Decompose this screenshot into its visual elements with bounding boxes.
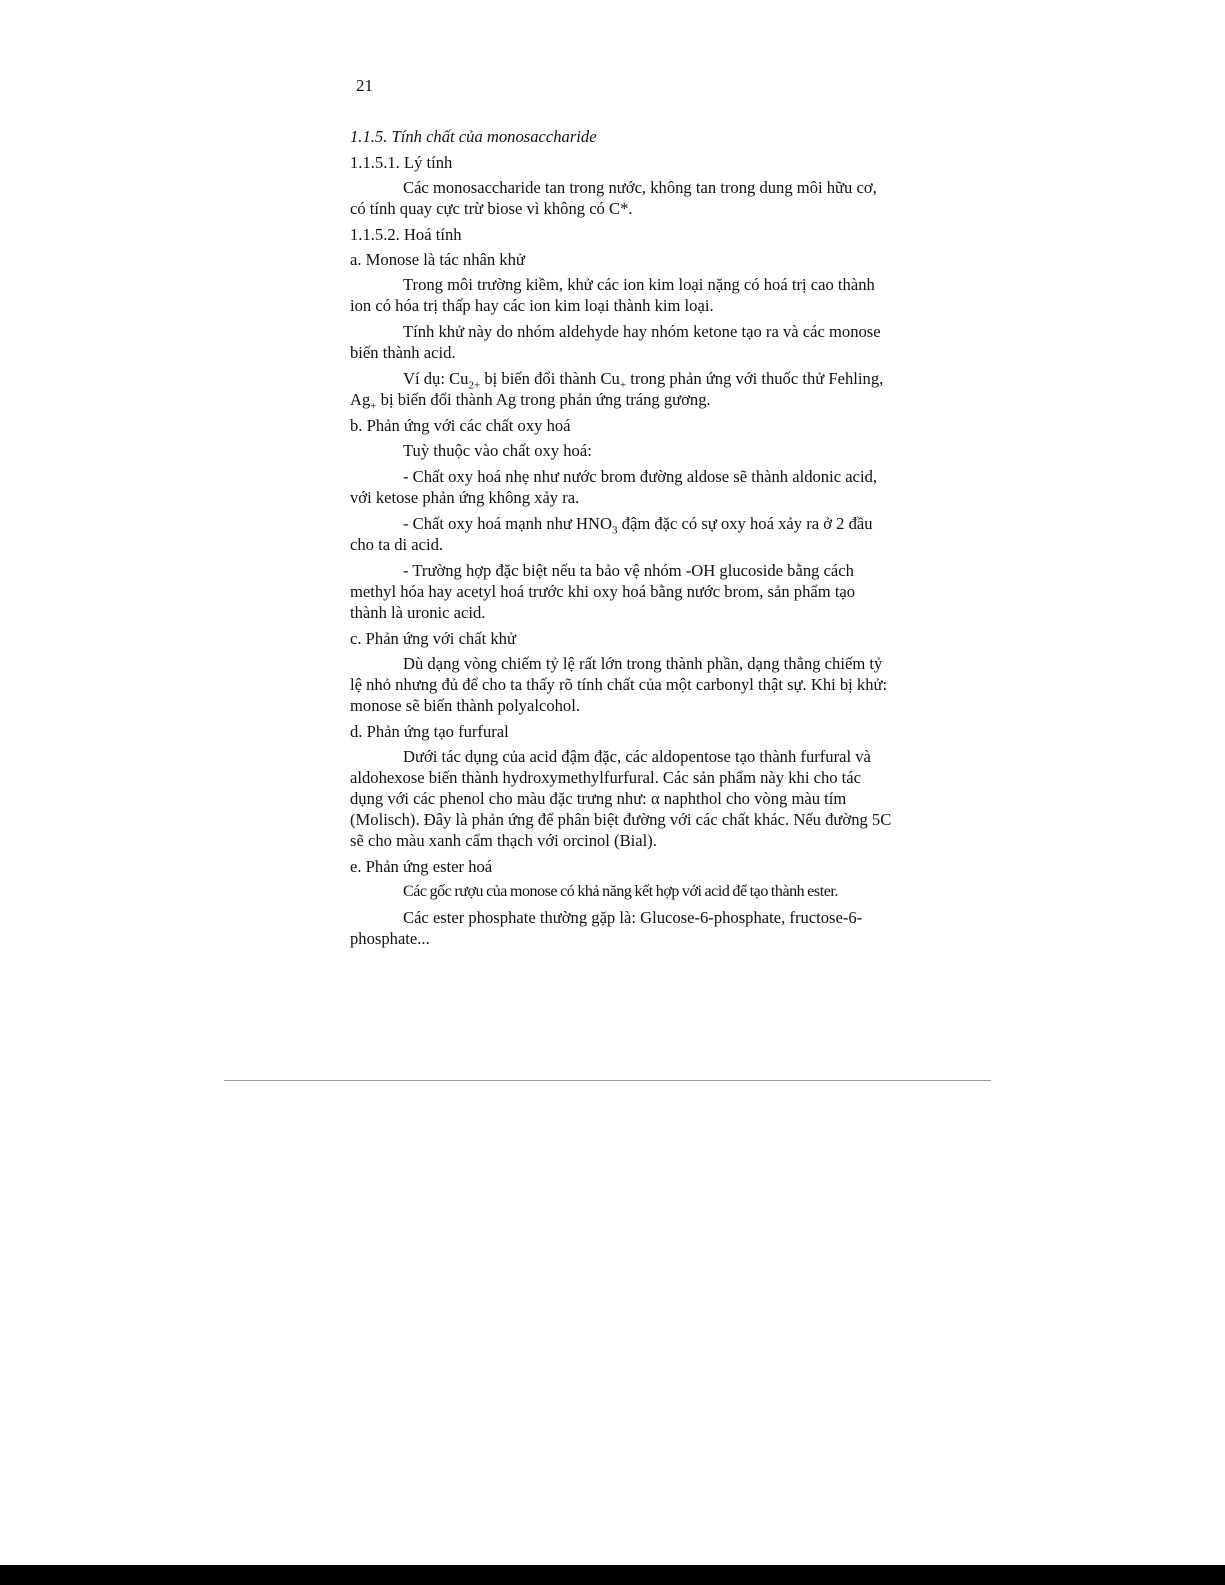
document-body	[350, 126, 895, 954]
paragraph-a3	[350, 368, 895, 413]
heading-ly-tinh: 1.1.5.1. Lý tính	[350, 153, 453, 172]
charge-ag: +	[370, 400, 377, 413]
section-title: 1.1.5. Tính chất của monosaccharide	[350, 127, 597, 146]
paragraph-b3-text-1: - Chất oxy hoá mạnh như HNO	[403, 514, 613, 533]
paragraph-a3-text-2: bị biến đổi thành Cu	[480, 369, 620, 388]
heading-e: e. Phản ứng ester hoá	[350, 857, 493, 876]
paragraph-b2: - Chất oxy hoá nhẹ như nước brom đường aldose sẽ thành aldonic acid, với ketose phản ứng không xảy ra.	[350, 467, 878, 507]
paragraph-a3-text-4: bị biến đổi thành Ag trong phản ứng tráng gương.	[376, 390, 711, 409]
heading-d: d. Phản ứng tạo furfural	[350, 722, 509, 741]
paragraph-a3-text-3: trong phản ứng với thuốc thử Fehling, Ag	[350, 369, 884, 409]
heading-c: c. Phản ứng với chất khử	[350, 629, 516, 648]
paragraph-a1: Trong môi trường kiềm, khử các ion kim loại nặng có hoá trị cao thành ion có hóa trị thấp hay các ion kim loại thành kim loại.	[350, 275, 875, 315]
charge-cu2: 2+	[468, 379, 481, 392]
paragraph-b1: Tuỳ thuộc vào chất oxy hoá:	[403, 441, 592, 460]
charge-cu1: +	[619, 379, 627, 392]
page-divider	[224, 1080, 991, 1081]
bottom-black-bar	[0, 1565, 1225, 1585]
paragraph-c1: Dù dạng vòng chiếm tỷ lệ rất lớn trong thành phần, dạng thẳng chiếm tỷ lệ nhỏ nhưng đủ để cho ta thấy rõ tính chất của một carbonyl thật sự. Khi bị khử: monose sẽ biến thành polyalcohol.	[350, 654, 888, 715]
paragraph-a2: Tính khử này do nhóm aldehyde hay nhóm ketone tạo ra và các monose biến thành acid.	[350, 322, 881, 362]
paragraph-b3	[350, 513, 895, 555]
paragraph-d1: Dưới tác dụng của acid đậm đặc, các aldopentose tạo thành furfural và aldohexose biến thành hydroxymethylfurfural. Các sản phẩm này khi cho tác dụng với các phenol cho màu đặc trưng như: α naphthol cho vòng màu tím (Molisch). Đây là phản ứng để phân biệt đường với các chất khác. Nếu đường 5C sẽ cho màu xanh cẩm thạch với orcinol (Bial).	[350, 747, 892, 850]
paragraph-e2: Các ester phosphate thường gặp là: Glucose-6-phosphate, fructose-6-phosphate...	[350, 908, 863, 948]
subscript-3: 3	[612, 524, 618, 537]
paragraph-e1: Các gốc rượu của monose có khả năng kết hợp với acid để tạo thành ester.	[403, 883, 838, 900]
paragraph-b4: - Trường hợp đặc biệt nếu ta bảo vệ nhóm -OH glucoside bằng cách methyl hóa hay acetyl hoá trước khi oxy hoá bằng nước brom, sản phẩm tạo thành là uronic acid.	[350, 561, 856, 622]
paragraph-a3-text-1: Ví dụ: Cu	[403, 369, 469, 388]
paragraph-ly-tinh: Các monosaccharide tan trong nước, không tan trong dung môi hữu cơ, có tính quay cực trừ biose vì không có C*.	[350, 178, 877, 218]
page-number: 21	[356, 76, 373, 95]
heading-a: a. Monose là tác nhân khử	[350, 250, 525, 269]
paragraph-b3-text-2: đậm đặc có sự oxy hoá xảy ra ở 2 đầu cho ta di acid.	[350, 514, 873, 554]
heading-hoa-tinh: 1.1.5.2. Hoá tính	[350, 225, 462, 244]
heading-b: b. Phản ứng với các chất oxy hoá	[350, 416, 571, 435]
